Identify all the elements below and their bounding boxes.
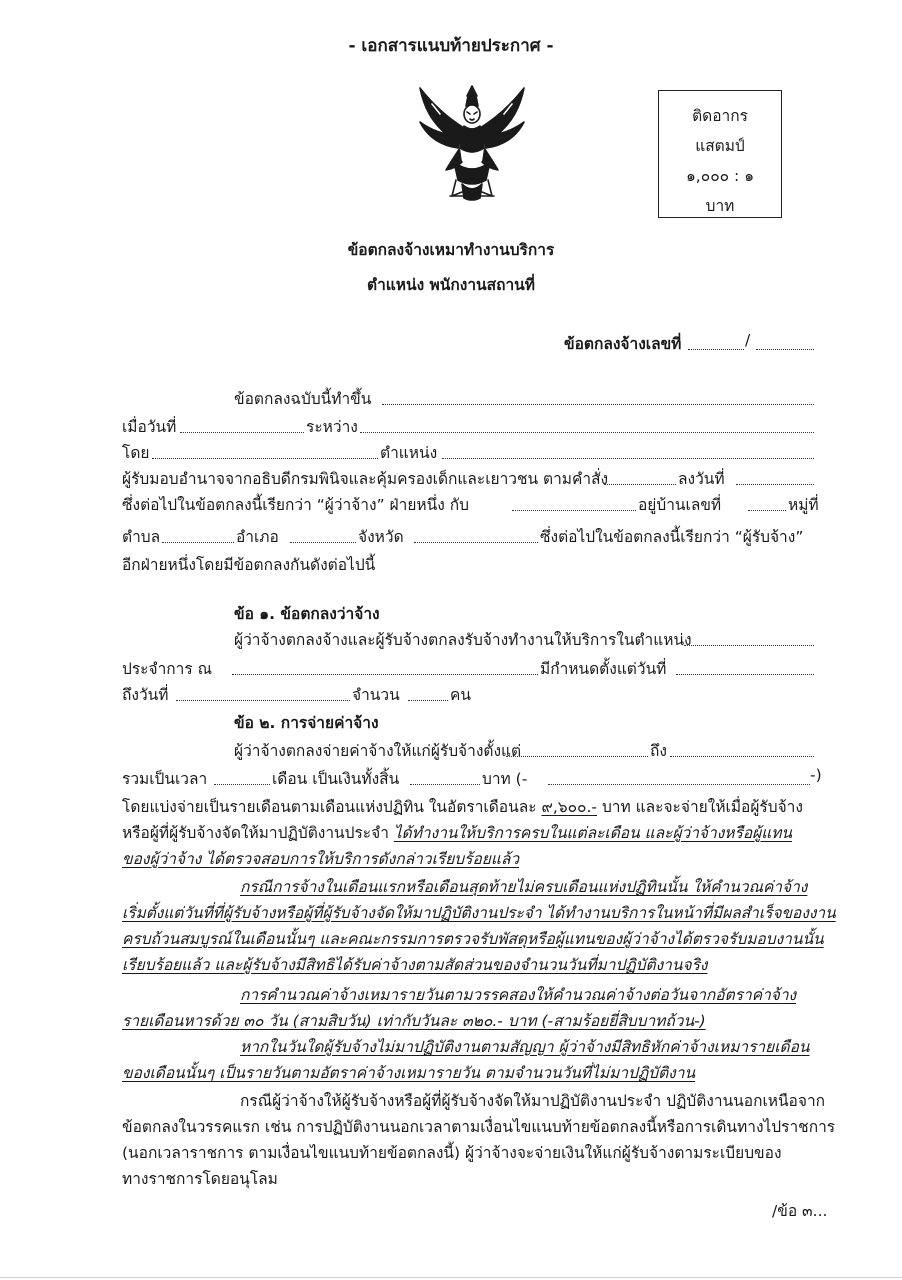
amphoe-label: อำเภอ	[236, 528, 279, 546]
on-date-blank[interactable]	[180, 432, 304, 433]
clause-1-line-1: ผู้ว่าจ้างตกลงจ้างและผู้รับจ้างตกลงรับจ้างทำงานให้บริการในตำแหน่ง	[234, 631, 692, 649]
p5-line-1: กรณีผู้ว่าจ้างให้ผู้รับจ้างหรือผู้ที่ผู้รับจ้างจัดให้มาปฏิบัติงานประจำ ปฏิบัติงานนอกเหนือจาก	[240, 1092, 826, 1110]
amphoe-blank[interactable]	[290, 542, 356, 543]
p1-line-3: ของผู้ว่าจ้าง ได้ตรวจสอบการให้บริการดังกล่าวเรียบร้อยแล้ว	[122, 850, 520, 868]
p5-line-3: (นอกเวลาราชการ ตามเงื่อนไขแนบท้ายข้อตกลงนี้) ผู้ว่าจ้างจะจ่ายเงินให้แก่ผู้รับจ้างตามระเบียบของ	[122, 1144, 782, 1162]
pay-to-label: ถึง	[650, 742, 667, 760]
start-from-label: มีกำหนดตั้งแต่วันที่	[540, 660, 667, 678]
p4-line-1: หากในวันใดผู้รับจ้างไม่มาปฏิบัติงานตามสัญญา ผู้ว่าจ้างมีสิทธิหักค่าจ้างเหมารายเดือน	[240, 1038, 810, 1056]
p4-line-2: ของเดือนนั้นๆ เป็นรายวันตามอัตราค่าจ้างเหมารายวัน ตามจำนวนวันที่ไม่มาปฏิบัติงาน	[122, 1064, 696, 1082]
p2-line-2: เริ่มตั้งแต่วันที่ที่ผู้รับจ้างหรือผู้ที่ผู้รับจ้างจัดให้มาปฏิบัติงานประจำ ได้ทำงานบริการในหน้าที่มีผลสำเร็จของงาน	[122, 904, 836, 922]
tambon-label: ตำบล	[122, 528, 161, 546]
total-amount-blank[interactable]	[410, 784, 480, 785]
stamp-duty-box	[658, 90, 782, 218]
position-label: ตำแหน่ง	[380, 444, 438, 462]
authorized-label: ผู้รับมอบอำนาจจากอธิบดีกรมพินิจและคุ้มครองเด็กและเยาวชน ตามคำสั่ง	[122, 470, 609, 488]
stamp-line-1: ติดอากร	[692, 107, 748, 125]
service-position-blank[interactable]	[684, 645, 814, 646]
made-at-blank[interactable]	[382, 404, 814, 405]
tambon-blank[interactable]	[162, 542, 234, 543]
hereafter-contractor-label: ซึ่งต่อไปในข้อตกลงนี้เรียกว่า “ผู้รับจ้าง”	[540, 528, 804, 546]
garuda-emblem-icon	[410, 78, 534, 206]
by-label: โดย	[122, 444, 150, 462]
clause-2-line-1: ผู้ว่าจ้างตกลงจ่ายค่าจ้างให้แก่ผู้รับจ้างตั้งแต่	[234, 742, 522, 760]
on-date-label: เมื่อวันที่	[122, 418, 177, 436]
dated-label: ลงวันที่	[678, 470, 725, 488]
dated-blank[interactable]	[736, 484, 814, 485]
monthly-rate-tail: บาท และจะจ่ายให้เมื่อผู้รับจ้าง	[601, 798, 803, 816]
pay-to-blank[interactable]	[670, 756, 814, 757]
amount-words-blank[interactable]	[548, 784, 810, 785]
order-no-blank[interactable]	[604, 484, 676, 485]
total-time-label: รวมเป็นเวลา	[122, 770, 208, 788]
monthly-rate-sentence	[122, 794, 803, 819]
stamp-line-3: ๑,๐๐๐ : ๑	[685, 167, 755, 185]
p1-line-2	[122, 820, 792, 845]
page-edge	[0, 1277, 902, 1278]
baht-open-label: บาท (-	[482, 770, 528, 788]
p5-line-2: ข้อตกลงในวรรคแรก เช่น การปฏิบัติงานนอกเวลาตามเงื่อนไขแนบท้ายข้อตกลงนี้หรือการเดินทางไปราชการ	[122, 1118, 836, 1136]
province-label: จังหวัด	[358, 528, 404, 546]
p5-line-4: ทางราชการโดยอนุโลม	[122, 1170, 278, 1188]
made-at-label: ข้อตกลงฉบับนี้ทำขึ้น	[234, 390, 372, 408]
stationed-blank[interactable]	[232, 674, 538, 675]
province-blank[interactable]	[414, 542, 538, 543]
total-months-blank[interactable]	[214, 784, 270, 785]
amount-blank[interactable]	[408, 700, 448, 701]
contractor-name-blank[interactable]	[512, 510, 636, 511]
amount-label: จำนวน	[352, 686, 400, 704]
p1-line-2-underlined: ได้ทำงานให้บริการครบในแต่ละเดือน และผู้ว่าจ้างหรือผู้แทน	[393, 824, 793, 842]
monthly-rate-value: ๙,๖๐๐.-	[541, 798, 598, 816]
p3-line-1: การคำนวณค่าจ้างเหมารายวันตามวรรคสองให้คำนวณค่าจ้างต่อวันจากอัตราค่าจ้าง	[240, 986, 797, 1004]
document-title: ข้อตกลงจ้างเหมาทำงานบริการ	[347, 241, 555, 259]
annex-title: - เอกสารแนบท้ายประกาศ -	[348, 36, 554, 56]
agreement-year-blank[interactable]	[756, 349, 814, 350]
stamp-line-2: แสตมป์	[695, 137, 745, 155]
p2-line-4: เรียบร้อยแล้ว และผู้รับจ้างมีสิทธิได้รับค่าจ้างตามสัดส่วนของจำนวนวันที่มาปฏิบัติงานจริง	[122, 956, 708, 974]
position-title: ตำแหน่ง พนักงานสถานที่	[367, 276, 535, 294]
clause-2-heading: ข้อ ๒. การจ่ายค่าจ้าง	[234, 714, 379, 732]
between-label: ระหว่าง	[306, 418, 358, 436]
other-party-label: อีกฝ่ายหนึ่งโดยมีข้อตกลงกันดังต่อไปนี้	[122, 556, 376, 574]
monthly-rate-lead: โดยแบ่งจ่ายเป็นรายเดือนตามเดือนแห่งปฏิทิน ในอัตราเดือนละ	[122, 798, 537, 816]
baht-close-label: -)	[810, 766, 822, 784]
agreement-no-slash: /	[745, 331, 751, 349]
until-label: ถึงวันที่	[122, 686, 169, 704]
position-blank[interactable]	[442, 458, 814, 459]
p1-line-2-plain: หรือผู้ที่ผู้รับจ้างจัดให้มาปฏิบัติงานประจำ	[122, 824, 389, 842]
continued-marker: /ข้อ ๓...	[772, 1202, 828, 1220]
stationed-label: ประจำการ ณ	[122, 660, 212, 678]
house-no-label: อยู่บ้านเลขที่	[638, 496, 722, 514]
pay-from-blank[interactable]	[506, 756, 648, 757]
moo-label: หมู่ที่	[788, 496, 819, 514]
persons-label: คน	[450, 686, 471, 704]
between-blank[interactable]	[360, 432, 814, 433]
hereafter-employer-label: ซึ่งต่อไปในข้อตกลงนี้เรียกว่า “ผู้ว่าจ้าง” ฝ่ายหนึ่ง กับ	[122, 496, 469, 514]
by-blank[interactable]	[152, 458, 378, 459]
months-label: เดือน เป็นเงินทั้งสิ้น	[272, 770, 400, 788]
start-date-blank[interactable]	[676, 674, 814, 675]
p3-line-2: รายเดือนหารด้วย ๓๐ วัน (สามสิบวัน) เท่ากับวันละ ๓๒๐.- บาท (-สามร้อยยี่สิบบาทถ้วน-)	[122, 1012, 706, 1030]
clause-1-heading: ข้อ ๑. ข้อตกลงว่าจ้าง	[234, 605, 380, 623]
stamp-line-4: บาท	[705, 197, 735, 215]
house-no-blank[interactable]	[748, 510, 786, 511]
agreement-no-blank[interactable]	[688, 349, 744, 350]
p2-line-3: ครบถ้วนสมบูรณ์ในเดือนนั้นๆ และคณะกรรมการตรวจรับพัสดุหรือผู้แทนของผู้ว่าจ้างได้ตรวจรับมอบงานนั้น	[122, 930, 824, 948]
end-date-blank[interactable]	[176, 700, 350, 701]
agreement-no-label: ข้อตกลงจ้างเลขที่	[564, 335, 682, 353]
p2-line-1: กรณีการจ้างในเดือนแรกหรือเดือนสุดท้ายไม่ครบเดือนแห่งปฏิทินนั้น ให้คำนวณค่าจ้าง	[240, 878, 808, 896]
